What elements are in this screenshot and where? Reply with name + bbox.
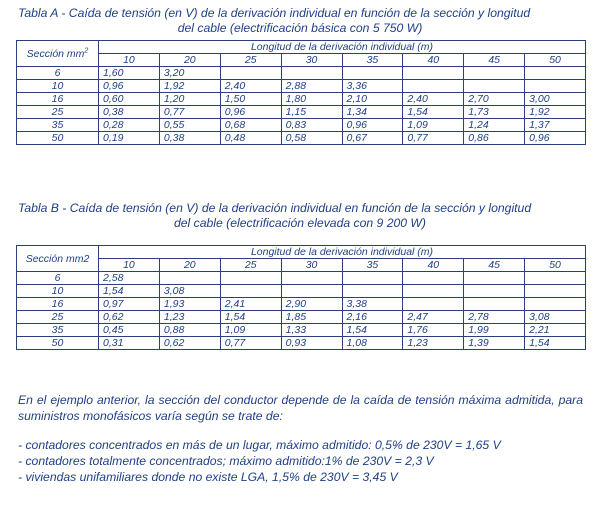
value-cell (342, 67, 403, 80)
table-b-body (17, 272, 586, 350)
value-cell: 1,08 (342, 337, 403, 350)
value-cell: 0,55 (159, 119, 220, 132)
table-row (17, 80, 586, 93)
value-cell (525, 298, 586, 311)
value-cell: 1,60 (99, 67, 160, 80)
table-b (16, 245, 586, 350)
value-cell: 0,77 (159, 106, 220, 119)
value-cell: 2,70 (464, 93, 525, 106)
section-cell: 6 (17, 272, 99, 285)
value-cell: 1,73 (464, 106, 525, 119)
value-cell: 0,62 (99, 311, 160, 324)
value-cell: 3,38 (342, 298, 403, 311)
bullet-item: - contadores concentrados en más de un lugar, máximo admitido: 0,5% de 230V = 1,65 V (18, 438, 501, 452)
value-cell: 2,90 (281, 298, 342, 311)
length-header-cell: 25 (220, 54, 281, 67)
table-row (17, 337, 586, 350)
section-cell: 16 (17, 298, 99, 311)
section-cell: 6 (17, 67, 99, 80)
value-cell: 1,54 (342, 324, 403, 337)
value-cell: 0,38 (99, 106, 160, 119)
value-cell (403, 285, 464, 298)
value-cell: 0,45 (99, 324, 160, 337)
value-cell: 1,09 (220, 324, 281, 337)
value-cell (464, 285, 525, 298)
value-cell: 0,31 (99, 337, 160, 350)
length-header-cell: 30 (281, 259, 342, 272)
value-cell: 1,99 (464, 324, 525, 337)
table-row (17, 311, 586, 324)
table-row (17, 67, 586, 80)
length-header-cell: 10 (99, 54, 160, 67)
table-b-title-line2: del cable (electrificación elevada con 9 200 W) (173, 216, 426, 230)
section-cell: 25 (17, 106, 99, 119)
value-cell (220, 67, 281, 80)
value-cell: 2,40 (403, 93, 464, 106)
value-cell (159, 272, 220, 285)
value-cell: 1,80 (281, 93, 342, 106)
length-header-cell: 50 (525, 54, 586, 67)
value-cell: 1,54 (403, 106, 464, 119)
value-cell (464, 67, 525, 80)
value-cell: 1,50 (220, 93, 281, 106)
value-cell (281, 285, 342, 298)
value-cell: 1,92 (525, 106, 586, 119)
length-header-cell: 25 (220, 259, 281, 272)
value-cell (464, 80, 525, 93)
value-cell: 0,48 (220, 132, 281, 145)
table-row (17, 285, 586, 298)
value-cell: 0,96 (99, 80, 160, 93)
explanation-paragraph: En el ejemplo anterior, la sección del conductor depende de la caída de tensión máxima admitida, para suministros monofásicos varía según se trate de: (18, 393, 583, 423)
length-header-cell: 45 (464, 259, 525, 272)
value-cell: 2,88 (281, 80, 342, 93)
value-cell: 0,96 (220, 106, 281, 119)
value-cell: 1,34 (342, 106, 403, 119)
value-cell: 1,15 (281, 106, 342, 119)
value-cell (464, 272, 525, 285)
table-b-lengths-row (17, 259, 586, 272)
value-cell (281, 272, 342, 285)
value-cell: 3,36 (342, 80, 403, 93)
value-cell: 0,28 (99, 119, 160, 132)
value-cell: 1,33 (281, 324, 342, 337)
table-a-title (0, 6, 600, 36)
table-b-section-header: Sección mm2 (17, 246, 99, 272)
value-cell: 1,09 (403, 119, 464, 132)
value-cell: 3,20 (159, 67, 220, 80)
value-cell (342, 285, 403, 298)
value-cell: 1,39 (464, 337, 525, 350)
value-cell: 1,85 (281, 311, 342, 324)
value-cell: 1,92 (159, 80, 220, 93)
value-cell: 1,54 (99, 285, 160, 298)
value-cell (525, 285, 586, 298)
section-cell: 50 (17, 132, 99, 145)
value-cell: 2,47 (403, 311, 464, 324)
value-cell: 0,93 (281, 337, 342, 350)
length-header-cell: 20 (159, 54, 220, 67)
table-a-section-header: Sección $mm^2$ (17, 41, 99, 67)
value-cell (403, 80, 464, 93)
section-cell: 16 (17, 93, 99, 106)
value-cell: 0,77 (403, 132, 464, 145)
value-cell: 1,24 (464, 119, 525, 132)
value-cell (464, 298, 525, 311)
table-row (17, 132, 586, 145)
value-cell: 1,23 (403, 337, 464, 350)
value-cell: 0,67 (342, 132, 403, 145)
value-cell: 1,93 (159, 298, 220, 311)
length-header-cell: 45 (464, 54, 525, 67)
value-cell (403, 272, 464, 285)
value-cell (525, 80, 586, 93)
value-cell: 2,16 (342, 311, 403, 324)
table-b-title (0, 201, 600, 231)
value-cell (220, 272, 281, 285)
value-cell: 3,08 (525, 311, 586, 324)
length-header-cell: 35 (342, 259, 403, 272)
value-cell: 2,41 (220, 298, 281, 311)
table-a-body (17, 67, 586, 145)
table-row (17, 106, 586, 119)
value-cell: 0,62 (159, 337, 220, 350)
value-cell: 2,40 (220, 80, 281, 93)
table-row (17, 324, 586, 337)
value-cell: 0,96 (525, 132, 586, 145)
value-cell: 0,60 (99, 93, 160, 106)
table-a-title-line2: del cable (electrificación básica con 5 750 W) (177, 21, 423, 35)
value-cell (281, 67, 342, 80)
value-cell: 3,00 (525, 93, 586, 106)
value-cell (403, 67, 464, 80)
table-row (17, 119, 586, 132)
table-row (17, 93, 586, 106)
table-row (17, 272, 586, 285)
table-b-length-header: Longitud de la derivación individual (m) (99, 246, 586, 259)
value-cell (525, 272, 586, 285)
section-cell: 50 (17, 337, 99, 350)
section-cell: 35 (17, 324, 99, 337)
value-cell: 1,76 (403, 324, 464, 337)
section-cell: 25 (17, 311, 99, 324)
value-cell: 0,88 (159, 324, 220, 337)
length-header-cell: 20 (159, 259, 220, 272)
table-a-lengths-row (17, 54, 586, 67)
bullet-item: - contadores totalmente concentrados; máximo admitido:1% de 230V = 2,3 V (18, 454, 434, 468)
value-cell: 1,23 (159, 311, 220, 324)
section-cell: 35 (17, 119, 99, 132)
bullet-item: - viviendas unifamiliares donde no existe LGA, 1,5% de 230V = 3,45 V (18, 470, 398, 484)
value-cell: 0,68 (220, 119, 281, 132)
value-cell: 0,86 (464, 132, 525, 145)
value-cell: 1,54 (525, 337, 586, 350)
table-a (16, 40, 586, 145)
value-cell: 0,58 (281, 132, 342, 145)
length-header-cell: 40 (403, 259, 464, 272)
value-cell: 0,96 (342, 119, 403, 132)
value-cell: 1,20 (159, 93, 220, 106)
value-cell: 0,38 (159, 132, 220, 145)
value-cell (525, 67, 586, 80)
value-cell: 2,10 (342, 93, 403, 106)
value-cell: 3,08 (159, 285, 220, 298)
value-cell (220, 285, 281, 298)
value-cell: 2,21 (525, 324, 586, 337)
table-a-title-line1: Tabla A - Caída de tensión (en V) de la derivación individual en función de la sección y longitud (18, 6, 531, 20)
length-header-cell: 35 (342, 54, 403, 67)
value-cell (342, 272, 403, 285)
value-cell: 1,37 (525, 119, 586, 132)
length-header-cell: 30 (281, 54, 342, 67)
length-header-cell: 10 (99, 259, 160, 272)
section-cell: 10 (17, 285, 99, 298)
value-cell: 0,97 (99, 298, 160, 311)
value-cell: 2,58 (99, 272, 160, 285)
value-cell: 2,78 (464, 311, 525, 324)
length-header-cell: 50 (525, 259, 586, 272)
table-row (17, 298, 586, 311)
value-cell: 1,54 (220, 311, 281, 324)
table-b-title-line1: Tabla B - Caída de tensión (en V) de la derivación individual en función de la sección y longitud (18, 201, 532, 215)
length-header-cell: 40 (403, 54, 464, 67)
value-cell (403, 298, 464, 311)
value-cell: 0,19 (99, 132, 160, 145)
table-a-length-header: Longitud de la derivación individual (m) (99, 41, 586, 54)
section-cell: 10 (17, 80, 99, 93)
value-cell: 0,83 (281, 119, 342, 132)
value-cell: 0,77 (220, 337, 281, 350)
